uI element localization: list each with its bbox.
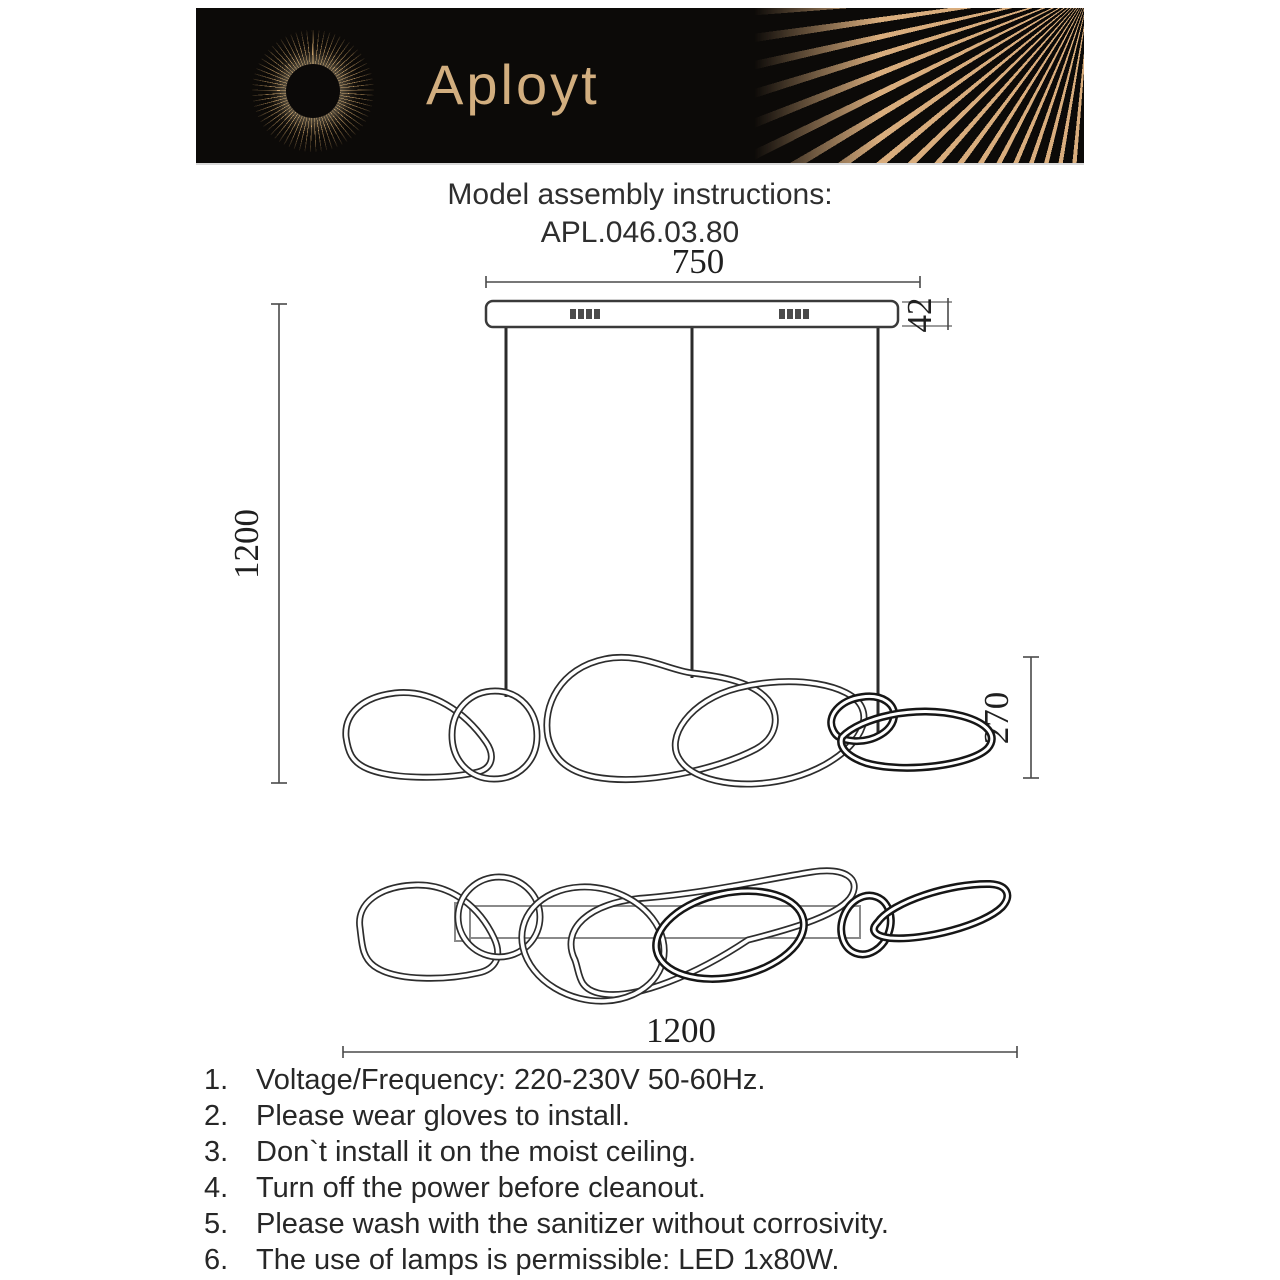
dimension-total-length bbox=[343, 1011, 1017, 1058]
instructions-list bbox=[204, 1062, 1104, 1278]
lamp-ring bbox=[547, 657, 775, 779]
list-item-number: 1. bbox=[204, 1064, 229, 1096]
lamp-ring bbox=[874, 884, 1007, 938]
dim-label-1200-length: 1200 bbox=[646, 1011, 716, 1050]
lamp-ring bbox=[346, 693, 492, 778]
dimension-bar-width bbox=[486, 242, 920, 288]
list-item-number: 6. bbox=[204, 1244, 229, 1276]
list-item bbox=[204, 1242, 1104, 1278]
ceiling-bar bbox=[486, 301, 898, 327]
lamp-ring bbox=[833, 889, 899, 962]
list-item-text: Turn off the power before cleanout. bbox=[256, 1172, 706, 1204]
lamp-rings-side-view bbox=[346, 657, 992, 784]
dim-label-42: 42 bbox=[900, 297, 939, 333]
dimension-bar-height bbox=[900, 298, 952, 333]
mounting-mark-right bbox=[779, 309, 809, 319]
list-item-text: The use of lamps is permissible: LED 1x80W. bbox=[256, 1244, 840, 1276]
side-view bbox=[227, 242, 1039, 784]
list-item bbox=[204, 1170, 1104, 1206]
top-view bbox=[343, 871, 1017, 1058]
dimension-lamp-height bbox=[977, 657, 1039, 778]
list-item bbox=[204, 1098, 1104, 1134]
list-item-number: 5. bbox=[204, 1208, 229, 1240]
brand-name: Aployt bbox=[426, 53, 600, 116]
list-item-number: 3. bbox=[204, 1136, 229, 1168]
list-item-number: 4. bbox=[204, 1172, 229, 1204]
list-item-text: Please wash with the sanitizer without corrosivity. bbox=[256, 1208, 889, 1240]
list-item-number: 2. bbox=[204, 1100, 229, 1132]
mounting-mark-left bbox=[570, 309, 600, 319]
lamp-ring bbox=[452, 691, 537, 779]
list-item bbox=[204, 1062, 1104, 1098]
list-item bbox=[204, 1206, 1104, 1242]
dimension-drop-height bbox=[227, 304, 287, 783]
dim-label-270: 270 bbox=[977, 691, 1016, 745]
lamp-rings-top-view bbox=[360, 871, 1008, 1016]
page-title: Model assembly instructions: bbox=[447, 178, 833, 211]
model-number: APL.046.03.80 bbox=[540, 216, 740, 249]
dim-label-750: 750 bbox=[671, 242, 725, 281]
dim-label-1200-drop: 1200 bbox=[227, 509, 266, 579]
list-item-text: Please wear gloves to install. bbox=[256, 1100, 630, 1132]
list-item-text: Don`t install it on the moist ceiling. bbox=[256, 1136, 697, 1168]
list-item-text: Voltage/Frequency: 220-230V 50-60Hz. bbox=[256, 1064, 766, 1096]
list-item bbox=[204, 1134, 1104, 1170]
lamp-ring bbox=[360, 885, 498, 978]
